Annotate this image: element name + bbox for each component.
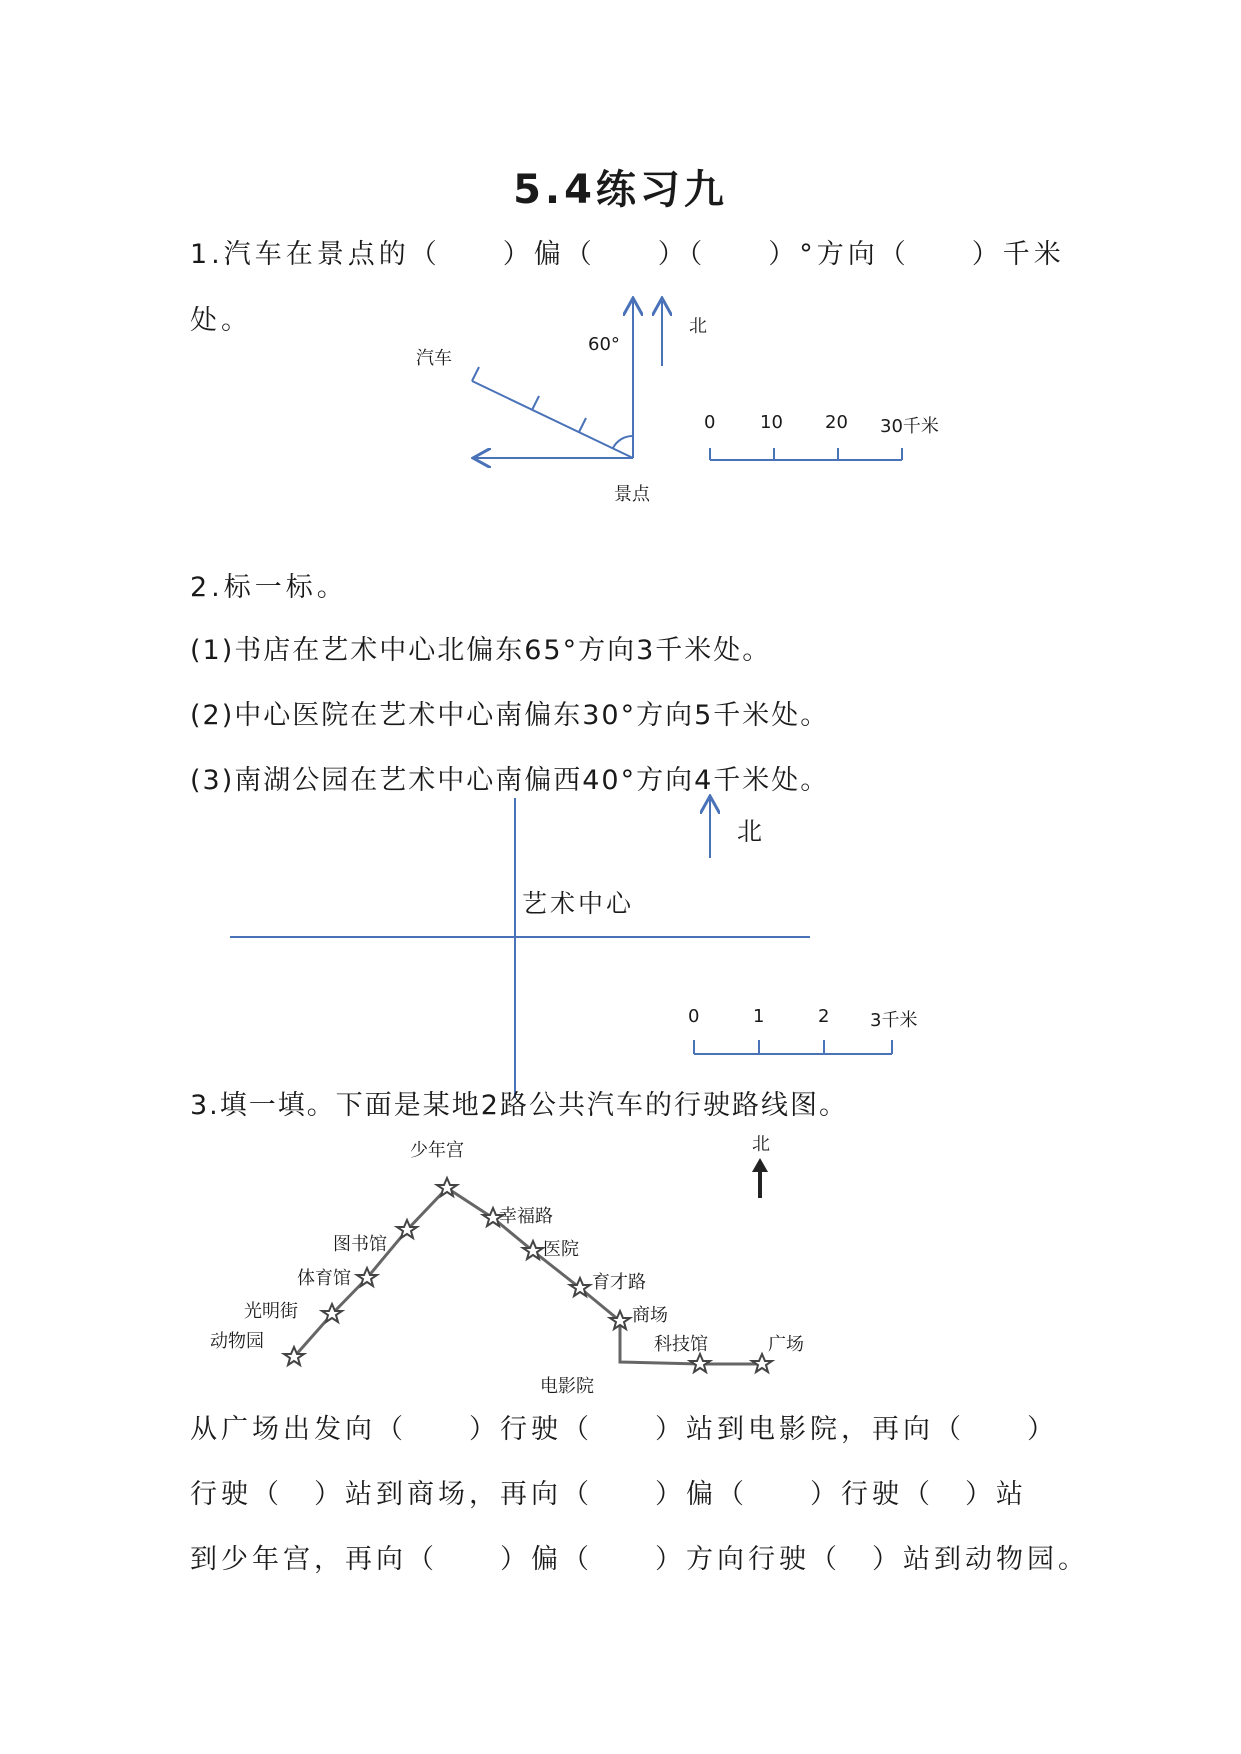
- q1-angle-label: 60°: [588, 334, 620, 355]
- q2-heading: 2.标一标。: [190, 572, 348, 603]
- q1-scale-20: 20: [825, 412, 848, 433]
- q2-scale-1: 1: [753, 1006, 765, 1027]
- station-guangchang: 广场: [768, 1334, 804, 1355]
- q1-scale-0: 0: [704, 412, 716, 433]
- q1-scale-10: 10: [760, 412, 783, 433]
- station-dongwuyuan: 动物园: [210, 1331, 264, 1352]
- q1-car-ray: [472, 381, 633, 458]
- q1-line2: 处。: [190, 305, 252, 336]
- q1-car-label: 汽车: [416, 348, 452, 369]
- station-tiyuguan-label: 体育馆: [297, 1268, 351, 1289]
- station-kejiguan: 科技馆: [654, 1334, 708, 1355]
- q3-line1: 从广场出发向（ ）行驶（ ）站到电影院，再向（ ）: [190, 1414, 1058, 1445]
- station-shaoniangong: 少年宫: [410, 1140, 464, 1161]
- q2-item-1: (1)书店在艺术中心北偏东65°方向3千米处。: [190, 635, 772, 666]
- q2-scale-2: 2: [818, 1006, 830, 1027]
- station-tushuguan: 图书馆: [333, 1234, 387, 1255]
- page-title: 5.4练习九: [513, 167, 728, 213]
- q1-spot-label: 景点: [614, 484, 650, 505]
- station-dianyingyuan: 电影院: [540, 1376, 594, 1397]
- q3-north-label: 北: [752, 1134, 770, 1155]
- q2-scale-0: 0: [688, 1006, 700, 1027]
- station-guangmingjie: 光明街: [244, 1301, 298, 1322]
- station-yiyuan: 医院: [543, 1239, 579, 1260]
- q1-north-label: 北: [689, 316, 707, 337]
- station-yucailu: 育才路: [592, 1272, 646, 1293]
- q3-line3: 到少年宫，再向（ ）偏（ ）方向行驶（ ）站到动物园。: [190, 1544, 1089, 1575]
- star-guangchang: [752, 1354, 772, 1372]
- q1-angle-arc: [613, 436, 633, 448]
- q2-scale-bar: [694, 1040, 892, 1054]
- q2-item-3: (3)南湖公园在艺术中心南偏西40°方向4千米处。: [190, 765, 830, 796]
- q1-scale-bar: [710, 448, 902, 460]
- station-shangchang: 商场: [632, 1305, 668, 1326]
- station-xingfulu: 幸福路: [499, 1206, 553, 1227]
- q3-north-arrow: [752, 1158, 768, 1198]
- q3-heading: 3.填一填。下面是某地2路公共汽车的行驶路线图。: [190, 1090, 848, 1121]
- q3-line2: 行驶（ ）站到商场，再向（ ）偏（ ）行驶（ ）站: [190, 1479, 1027, 1510]
- q2-item-2: (2)中心医院在艺术中心南偏东30°方向5千米处。: [190, 700, 830, 731]
- q2-scale-3: 3千米: [870, 1010, 918, 1031]
- q1-line1: 1.汽车在景点的（ ）偏（ ）（ ）°方向（ ）千米: [190, 239, 1065, 270]
- q2-center-label: 艺术中心: [522, 889, 635, 918]
- q2-north-label: 北: [737, 817, 763, 846]
- q1-scale-30: 30千米: [880, 416, 939, 437]
- star-kejiguan: [690, 1354, 710, 1372]
